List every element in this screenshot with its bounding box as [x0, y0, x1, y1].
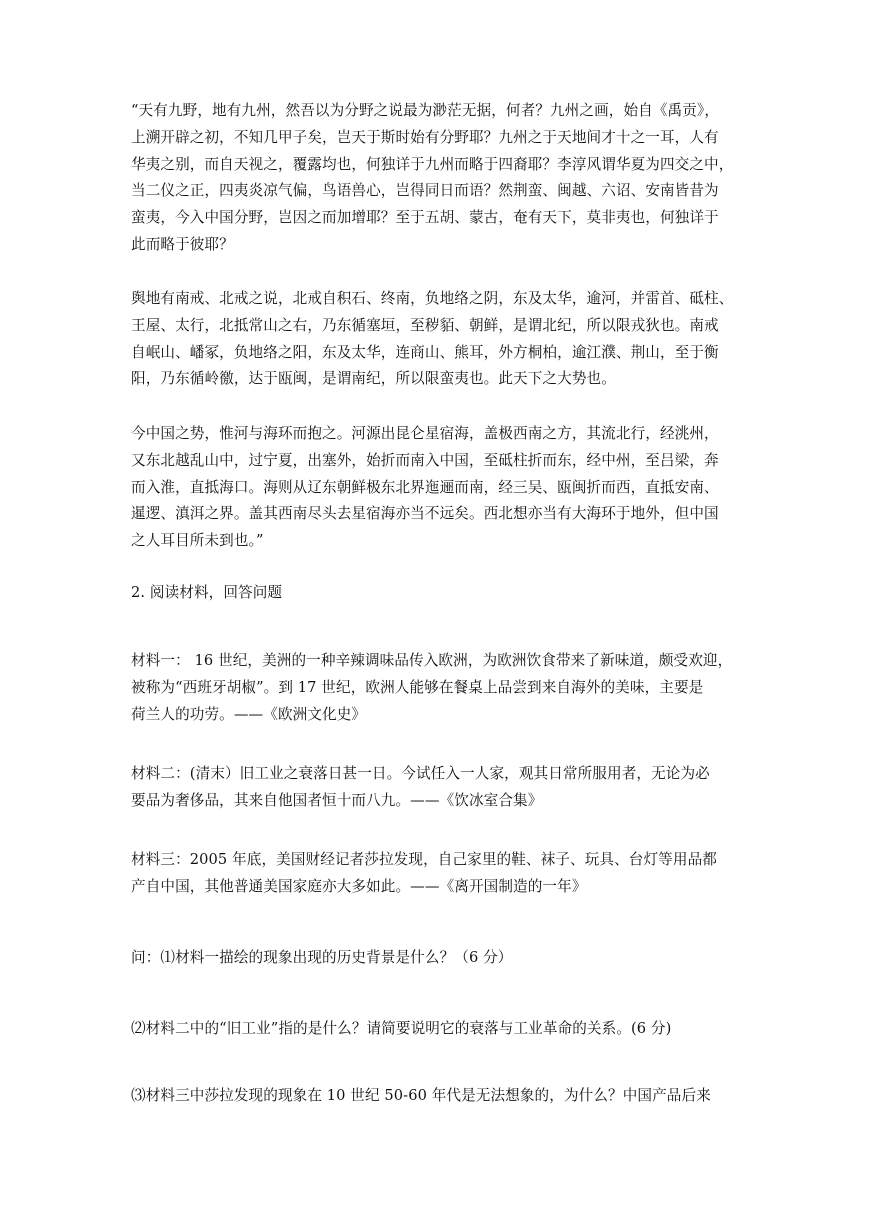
- text-line: 问：⑴材料一描绘的现象出现的历史背景是什么？（6 分）: [131, 949, 513, 966]
- text-line: ⑶材料三中莎拉发现的现象在 10 世纪 50-60 年代是无法想象的，为什么？中国产品后来: [131, 1087, 711, 1104]
- material-1: [131, 648, 743, 728]
- text-line: 荷兰人的功劳。——《欧洲文化史》: [131, 705, 367, 723]
- text-line: 自岷山、嶓冢，负地络之阳，东及太华，连商山、熊耳，外方桐柏，逾江濮、荆山，至于衡: [131, 343, 719, 361]
- text-line: 阳，乃东循岭徼，达于瓯闽，是谓南纪，所以限蛮夷也。此天下之大势也。: [131, 370, 616, 388]
- text-line: 要品为奢侈品，其来自他国者恒十而八九。——《饮冰室合集》: [131, 791, 543, 809]
- material-2: [131, 761, 743, 815]
- passage-paragraph-1: [131, 98, 743, 259]
- text-line: 今中国之势，惟河与海环而抱之。河源出昆仑星宿海，盖极西南之方，其流北行，经洮州，: [131, 425, 719, 442]
- text-line: 材料一： 16 世纪，美洲的一种辛辣调味品传入欧洲，为欧洲饮食带来了新味道，颇受欢迎，: [131, 652, 733, 669]
- text-line: “天有九野，地有九州，然吾以为分野之说最为渺茫无据，何者？九州之画，始自《禹贡》，: [131, 102, 720, 119]
- text-line: 暹逻、滇洱之界。盖其西南尽头去星宿海亦当不远矣。西北想亦当有大海环于地外，但中国: [131, 505, 719, 523]
- text-line: 上溯开辟之初，不知几甲子矣，岂天于斯时始有分野耶？九州之于天地间才十之一耳，人有: [131, 128, 719, 146]
- text-line: 2. 阅读材料，回答问题: [131, 584, 283, 601]
- text-line: 又东北越乱山中，过宁夏，出塞外，始折而南入中国，至砥柱折而东，经中州，至吕梁，奔: [131, 451, 719, 469]
- text-line: ⑵材料二中的“旧工业”指的是什么？请简要说明它的衰落与工业革命的关系。(6 分): [131, 1020, 672, 1037]
- text-line: 蛮夷，今入中国分野，岂因之而加增耶？至于五胡、蒙古，奄有天下，莫非夷也，何独详于: [131, 209, 719, 227]
- text-line: 舆地有南戒、北戒之说，北戒自积石、终南，负地络之阴，东及太华，逾河，并雷首、砥柱、: [131, 290, 734, 307]
- sub-question-3: [131, 1083, 743, 1110]
- text-line: 之人耳目所未到也。”: [131, 532, 264, 550]
- text-line: 此而略于彼耶？: [131, 235, 234, 253]
- material-3: [131, 847, 743, 901]
- text-line: 华夷之别，而自天视之，覆露均也，何独详于九州而略于四裔耶？李淳风谓华夏为四交之中，: [131, 155, 734, 173]
- text-line: 被称为“西班牙胡椒”。到 17 世纪，欧洲人能够在餐桌上品尝到来自海外的美味，主要是: [131, 678, 704, 696]
- passage-paragraph-2: [131, 286, 743, 393]
- text-line: 材料三：2005 年底，美国财经记者莎拉发现，自己家里的鞋、袜子、玩具、台灯等用品都: [131, 851, 717, 868]
- passage-paragraph-3: [131, 421, 743, 555]
- text-line: 王屋、太行，北抵常山之右，乃东循塞垣，至秽貊、朝鲜，是谓北纪，所以限戎狄也。南戒: [131, 316, 719, 334]
- text-line: 当二仪之正，四夷炎凉气偏，鸟语兽心，岂得同日而语？然荆蛮、闽越、六诏、安南皆昔为: [131, 182, 719, 200]
- text-line: 产自中国，其他普通美国家庭亦大多如此。——《离开国制造的一年》: [131, 877, 587, 895]
- text-line: 而入淮，直抵海口。海则从辽东朝鲜极东北界迤逦而南，经三吴、瓯闽折而西，直抵安南、: [131, 478, 719, 496]
- text-line: 材料二：(清末）旧工业之衰落日甚一日。今试任入一人家，观其日常所服用者，无论为必: [131, 765, 710, 782]
- sub-question-2: [131, 1016, 743, 1043]
- question-heading: [131, 580, 743, 607]
- sub-question-1: [131, 945, 743, 972]
